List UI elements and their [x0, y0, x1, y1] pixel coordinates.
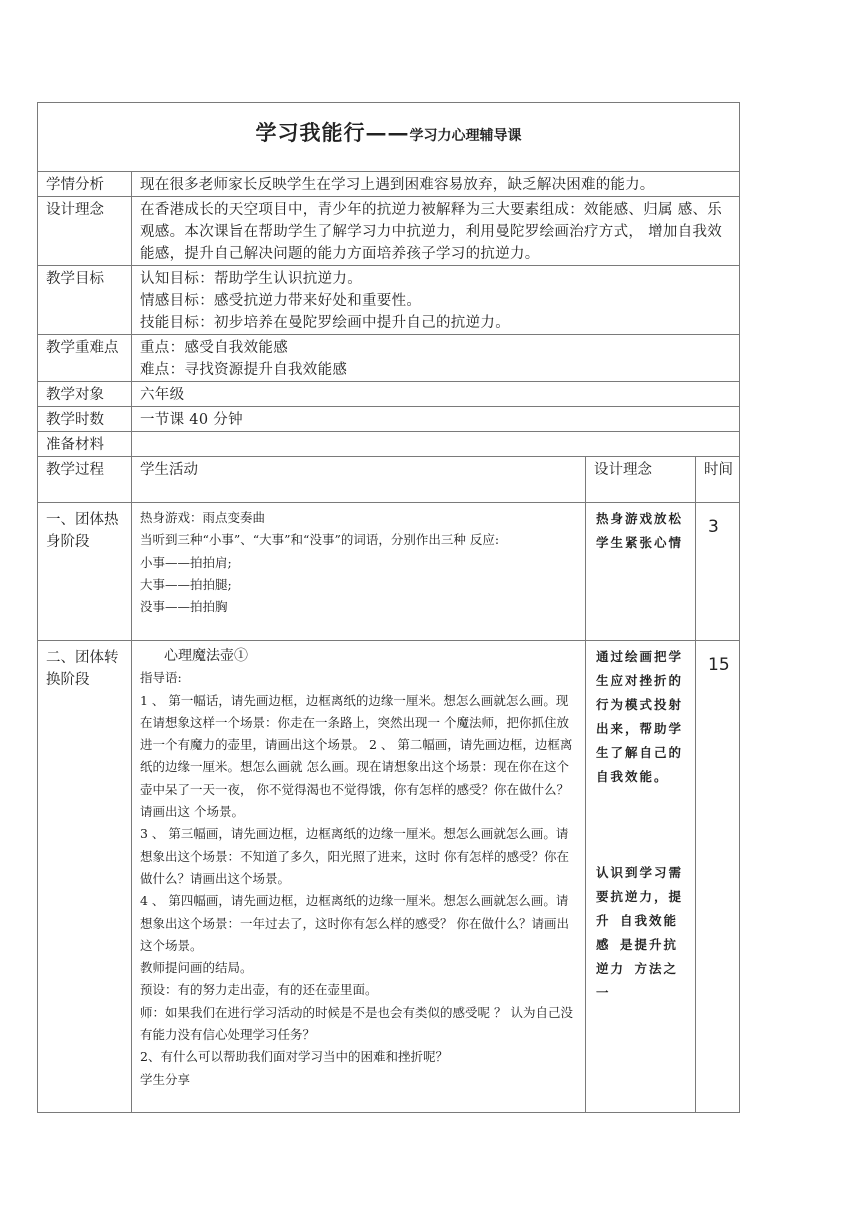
- row-content: 一节课 40 分钟: [132, 407, 740, 432]
- row-label: 准备材料: [38, 432, 132, 457]
- stage-activity: [132, 641, 586, 1113]
- row-content: [132, 432, 740, 457]
- stage-label: 二、团体转换阶段: [38, 641, 132, 1113]
- activity-line: 教师提问画的结局。: [140, 960, 253, 976]
- row-content: [132, 266, 740, 335]
- concept-text: 热身游戏放松 学生紧张心情: [596, 511, 684, 550]
- activity-line: 小事——拍拍肩;: [140, 554, 232, 570]
- page-title: [256, 117, 522, 147]
- row-label: 教学对象: [38, 382, 132, 407]
- activity-line: 热身游戏：雨点变奏曲: [140, 510, 266, 525]
- objective-cognitive: 认知目标：帮助学生认识抗逆力。: [140, 271, 362, 287]
- row-label: 教学目标: [38, 266, 132, 335]
- stage-concept: [586, 503, 696, 641]
- process-header-time: 时间: [696, 457, 740, 503]
- activity-line: 当听到三种“小事”、“大事”和“没事”的词语，分别作出三种 反应:: [140, 532, 500, 548]
- stage-row-transition: [38, 641, 740, 1113]
- activity-line: 学生分享: [140, 1071, 191, 1087]
- row-content: 六年级: [132, 382, 740, 407]
- activity-line: 4 、 第四幅画，请先画边框，边框离纸的边缘一厘米。想怎么画就怎么画。请想象出这个场景：一年过去了，这时你有怎么样的感受？ 你在做什么？请画出这个场景。: [140, 893, 569, 953]
- process-header-row: [38, 457, 740, 503]
- row-content: [132, 335, 740, 382]
- objective-emotional: 情感目标：感受抗逆力带来好处和重要性。: [140, 293, 422, 309]
- activity-line: 心理魔法壶①: [164, 648, 248, 664]
- difficult-point: 难点：寻找资源提升自我效能感: [140, 362, 348, 378]
- activity-line: 大事——拍拍腿;: [140, 576, 232, 592]
- activity-line: 指导语:: [140, 670, 182, 686]
- objective-skill: 技能目标：初步培养在曼陀罗绘画中提升自己的抗逆力。: [140, 315, 510, 331]
- row-content: 在香港成长的天空项目中，青少年的抗逆力被解释为三大要素组成：效能感、归属 感、乐观感。本次课旨在帮助学生了解学习力中抗逆力，利用曼陀罗绘画治疗方式， 增加自我效能感，提升自己解决问题的能力方面培养孩子学习的抗逆力。: [132, 197, 740, 266]
- row-audience: [38, 382, 740, 407]
- concept-text: 通过绘画把学 生应对挫折的 行为模式投射 出来，帮助学 生了解自己的 自我效能。: [596, 649, 684, 784]
- process-header-label: 教学过程: [38, 457, 132, 503]
- row-label: 学情分析: [38, 172, 132, 197]
- process-header-activity: 学生活动: [132, 457, 586, 503]
- title-row: [38, 103, 740, 172]
- row-analysis: [38, 172, 740, 197]
- row-duration: [38, 407, 740, 432]
- row-key-points: [38, 335, 740, 382]
- lesson-plan-table: [37, 102, 740, 1113]
- activity-line: 预设：有的努力走出壶，有的还在壶里面。: [140, 982, 378, 998]
- title-main: 学习我能行——: [255, 120, 410, 145]
- key-point: 重点：感受自我效能感: [140, 340, 288, 356]
- activity-line: 师：如果我们在进行学习活动的时候是不是也会有类似的感受呢 ？ 认为自己没有能力没有信心处理学习任务？: [140, 1004, 573, 1043]
- stage-concept: [586, 641, 696, 1113]
- activity-line: 没事——拍拍胸: [140, 599, 228, 615]
- activity-line: 1 、 第一幅话，请先画边框，边框离纸的边缘一厘米。想怎么画就怎么画。现在请想象这样一个场景：你走在一条路上，突然出现一 个魔法师，把你抓住放进一个有魔力的壶里，请画出这个场景。 2 、 第二幅画，请先画边框，边框离纸的边缘一厘米。想怎么画就 怎么画。现在请想象出这个场景：现在你在这个壶中呆了一天一夜， 你不觉得渴也不觉得饿，你有怎样的感受？你在做什么？请画出这 个场景。: [140, 692, 573, 820]
- title-cell: [38, 103, 740, 172]
- activity-line: 3 、 第三幅画，请先画边框，边框离纸的边缘一厘米。想怎么画就怎么画。请想象出这个场景：不知道了多久，阳光照了进来，这时 你有怎样的感受？你在做什么？请画出这个场景。: [140, 826, 569, 886]
- concept-text: 认识到学习需 要抗逆力，提 升 自我效能感 是提升抗逆力 方法之一: [596, 865, 684, 1000]
- process-header-concept: 设计理念: [586, 457, 696, 503]
- row-label: 教学重难点: [38, 335, 132, 382]
- row-objectives: [38, 266, 740, 335]
- title-sub: 学习力心理辅导课: [409, 128, 522, 144]
- stage-row-warmup: [38, 503, 740, 641]
- stage-label: 一、团体热身阶段: [38, 503, 132, 641]
- row-label: 设计理念: [38, 197, 132, 266]
- activity-line: 2、有什么可以帮助我们面对学习当中的困难和挫折呢？: [140, 1049, 448, 1065]
- row-content: 现在很多老师家长反映学生在学习上遇到困难容易放弃，缺乏解决困难的能力。: [132, 172, 740, 197]
- stage-time: 3: [696, 503, 740, 641]
- stage-time: 15: [696, 641, 740, 1113]
- stage-activity: [132, 503, 586, 641]
- row-materials: [38, 432, 740, 457]
- row-design-concept: [38, 197, 740, 266]
- row-label: 教学时数: [38, 407, 132, 432]
